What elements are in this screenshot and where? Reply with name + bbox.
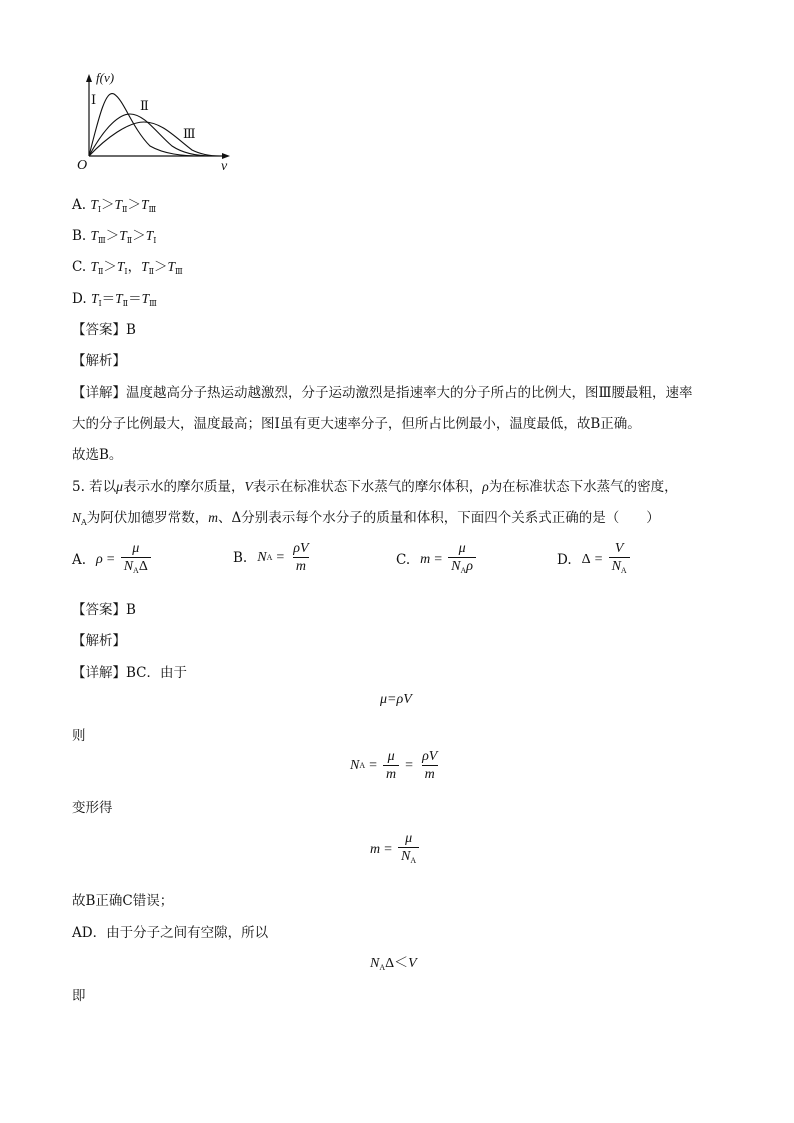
q5-ji: 即 xyxy=(72,988,86,1004)
q5-conclusion-bc: 故B正确C错误； xyxy=(72,893,174,909)
q5-eq1: μ=ρV xyxy=(380,692,412,707)
q4-option-b: B. $T_Ⅲ>T_Ⅱ>T_Ⅰ$ xyxy=(72,228,157,245)
q5-transform: 变形得 xyxy=(72,800,113,816)
q4-conclusion: 故选B。 xyxy=(72,447,123,463)
y-axis-arrow xyxy=(86,74,92,82)
q5-option-a: A. ρ = $\frac{\mu}{N_A\Delta}$ xyxy=(72,540,153,579)
q4-option-c: C. $T_Ⅱ>T_Ⅰ$，$T_Ⅱ>T_Ⅲ$ xyxy=(72,259,183,276)
q5-eq3: m = $\frac{\mu}{N_A}$ xyxy=(370,830,421,869)
speed-distribution-graph xyxy=(72,72,242,180)
q4-analysis: 【解析】 xyxy=(72,353,126,369)
graph-curve-1-label: Ⅰ xyxy=(91,93,97,108)
q5-option-b: B. N A = $\frac{\rho V}{m}$ xyxy=(233,541,309,574)
q5-ineq: $N_A\Delta<V$ xyxy=(370,956,417,972)
graph-x-label: v xyxy=(221,159,228,174)
q4-answer: 【答案】B xyxy=(72,322,136,338)
q4-option-d: D. $T_Ⅰ=T_Ⅱ=T_Ⅲ$ xyxy=(72,291,157,308)
q5-answer: 【答案】B xyxy=(72,602,136,618)
q5-option-d: D. Δ = $\frac{V}{N_A}$ xyxy=(557,540,632,579)
q5-eq2: N A = $\frac{\mu}{m}$ = $\frac{\rho V}{m}$ xyxy=(350,749,438,782)
q5-ad-intro: AD．由于分子之间有空隙，所以 xyxy=(72,925,269,941)
graph-curve-3-label: Ⅲ xyxy=(183,127,196,142)
q5-option-c: C. m = $\frac{\mu}{N_A\rho}$ xyxy=(396,540,478,579)
graph-y-label: f(v) xyxy=(96,70,115,85)
graph-curve-2-label: Ⅱ xyxy=(140,99,149,114)
q4-detail-line1: 【详解】温度越高分子热运动越激烈，分子运动激烈是指速率大的分子所占的比例大，图Ⅲ腰最粗，速率 xyxy=(72,385,693,401)
q4-option-a: A. $T_Ⅰ>T_Ⅱ>T_Ⅲ$ xyxy=(72,197,157,214)
q5-stem-line2: $N_A$为阿伏加德罗常数，m、Δ分别表示每个水分子的质量和体积，下面四个关系式正确的是（ ） xyxy=(72,510,660,527)
q5-detail-intro: 【详解】BC．由于 xyxy=(72,665,188,681)
q5-stem-line1: 5. 若以μ表示水的摩尔质量，V表示在标准状态下水蒸气的摩尔体积，ρ为在标准状态下水蒸气的密度， xyxy=(72,479,678,495)
graph-origin: O xyxy=(77,158,88,173)
q5-then: 则 xyxy=(72,728,86,744)
q5-analysis: 【解析】 xyxy=(72,633,126,649)
q4-detail-line2: 大的分子比例最大，温度最高；图Ⅰ虽有更大速率分子，但所占比例最小，温度最低，故B正确。 xyxy=(72,416,641,432)
